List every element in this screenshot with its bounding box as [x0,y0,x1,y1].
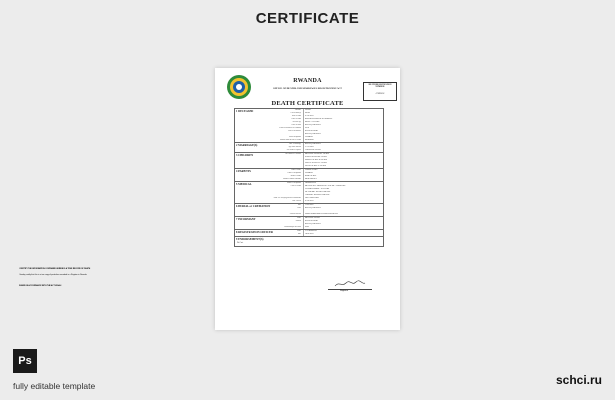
coat-of-arms-icon [226,74,252,100]
field-value: CHRONIC KIDNEY DISEASE [303,194,383,197]
field-value: 07.03.2022 [303,200,383,203]
field-label: Relationship to deceased [284,226,301,228]
form-section [235,182,383,204]
field-value: 27 YEARS [303,146,383,149]
field-label: Mother's Occupation [286,182,301,184]
field-label: Given Name(s) [290,112,301,114]
endorsements-text: No Cert. [237,242,244,244]
field-value: 14.03.2022 [303,233,383,236]
field-label: Period of Residence in Australia [279,127,301,129]
field-value: SON [303,226,383,229]
field-value: RWANDA PROVINCE GENERAL [303,118,383,121]
site-name: schci.ru [555,373,602,387]
section-label: 3 CHILDREN [236,154,254,157]
field-value: 07.03.2022 [303,115,383,118]
section-label: 5 MEDICAL [236,183,252,186]
field-value: JAMES NCIBA [303,169,383,172]
field-label: Age when Married [288,146,301,148]
signature-line [328,289,372,290]
field-value: PETER NCIBA 31 YEARS [303,165,383,168]
section-label: 2 MARRIAGE(S) [236,144,258,147]
section-label: 1 DECEASED [236,110,254,113]
form-section [235,153,383,169]
field-value: MARRIED [303,139,383,142]
form-section [235,217,383,230]
form-row [235,165,383,168]
field-value: JOSEPH NCIBA 38 YEARS [303,159,383,162]
endorsements-section [235,237,383,246]
registration-number: #7092652 [375,92,385,95]
field-value: ROSE NCIBA [303,175,383,178]
field-value: DR. E MUGABO [303,197,383,200]
endorsements-label: 9 ENDORSEMENT(S) [236,238,264,241]
field-label: Address [295,220,301,222]
field-value: 43 KIVU ROAD [303,130,383,133]
true-copy-statement: I hereby certify that this is a true copy of particulars recorded in a Register in Rwanda [19,274,87,276]
field-value: METASTATIC PROSTATE CANCER - 2 MONTHS [303,185,383,188]
editable-caption: fully editable template [13,381,96,391]
section-label: 6 BURIAL or CREMATION [236,205,271,208]
form-section [235,169,383,182]
field-label: Name [296,230,301,232]
form-row [235,200,383,203]
field-label: Place of Marriage [288,143,301,145]
field-label: Usual Occupation [288,136,301,138]
field-value: NCIBA [303,109,383,112]
field-label: Marital Status at Date of Death [279,139,301,141]
field-label: Mother's Maiden Surname [283,178,301,180]
field-value: 43 KIVU ROAD [303,220,383,223]
form-section [235,143,383,153]
field-value: HOUSEWIFE [303,182,383,185]
field-label: Name [296,217,301,219]
field-label: Name of Certifying Medical Practitioner [273,197,301,199]
field-value: MUKAMANA [303,178,383,181]
registrar-label: Registrar [340,290,349,292]
field-value: A. UWIMANA [303,230,383,233]
field-value: KIGALI, RWANDA [303,133,383,136]
form-section [235,109,383,143]
field-label: Surname [295,109,301,111]
form-row [235,178,383,181]
field-label: Funeral Director [289,213,301,215]
field-label: Place of death [291,118,301,120]
field-value: HYPERTENSION - 10 YEARS [303,188,383,191]
field-value: JOHN [303,112,383,115]
field-value: ISCHAEMIC HEART DISEASE [303,191,383,194]
section-label: 8 REGISTRATION OFFICER [236,231,273,234]
form-row [235,139,383,142]
field-label: Date [297,233,301,235]
field-label: Father's Name [291,169,301,171]
section-label: 4 PARENTS [236,170,251,173]
field-value: GOOD SHEPHERD FUNERALS KIGALI [303,213,383,216]
form-row [235,213,383,216]
field-value: MICHAEL NCIBA [303,217,383,220]
field-label: Full Names of Children [285,153,301,155]
field-label: Father's Occupation [287,172,301,174]
field-label: Mother's Name [290,175,301,177]
field-value: MALE 71 YEARS [303,121,383,124]
issued-statement: ISSUED IN ACCORDANCE WITH THE ACT KIGALI [19,285,62,287]
field-label: Date of death [291,115,301,117]
field-value: GRACE NCIBA 35 YEARS [303,162,383,165]
field-label: Place of Birth [291,124,301,126]
signature-icon [334,280,366,288]
certificate-sheet [215,68,400,330]
certify-statement: I CERTIFY THE INFORMATION CONTAINED HEREIN IS A TRUE RECORD OF DEATH [19,268,91,270]
form-section [235,204,383,217]
certificate-form [234,108,384,247]
page-heading: CERTIFICATE [255,10,360,27]
office-name: OFFICE OF DEATHS AND MARRIAGES REGISTRATION ACT [273,87,342,90]
field-value: FARMER [303,136,383,139]
field-label: Date [297,204,301,206]
field-value: MICHAEL NCIBA 42 YEARS [303,153,383,156]
country-name: RWANDA [293,78,322,84]
field-label [235,165,303,168]
field-value: KIGALI, RWANDA [303,143,383,146]
field-label: Place [297,207,301,209]
field-value: 11.03.2022 [303,204,383,207]
form-section [235,230,383,237]
field-value: KIGALI, RWANDA [303,207,383,210]
field-value: KIGALI, RWANDA [303,124,383,127]
field-label: Cause of Death [290,185,301,187]
field-label: Full Name of Spouse [286,149,301,151]
field-label: Sex and Age [292,121,301,123]
photoshop-icon: Ps [13,349,37,373]
field-value: KIGALI, RWANDA [303,223,383,226]
field-value: ANGELINE NCIBA [303,149,383,152]
field-label: Place of Residence [288,130,301,132]
section-label: 7 INFORMANT [236,218,256,221]
field-value: LIFE [303,127,383,130]
registration-label: DEATH REGISTRATION NUMBER [368,84,392,89]
form-row [235,149,383,152]
field-value: SARAH NCIBA 40 YEARS [303,156,383,159]
registration-box [363,82,397,101]
certificate-title: DEATH CERTIFICATE [271,100,344,107]
field-label: Date Viewed [292,200,301,202]
form-row [235,226,383,229]
field-value: FARMER [303,172,383,175]
